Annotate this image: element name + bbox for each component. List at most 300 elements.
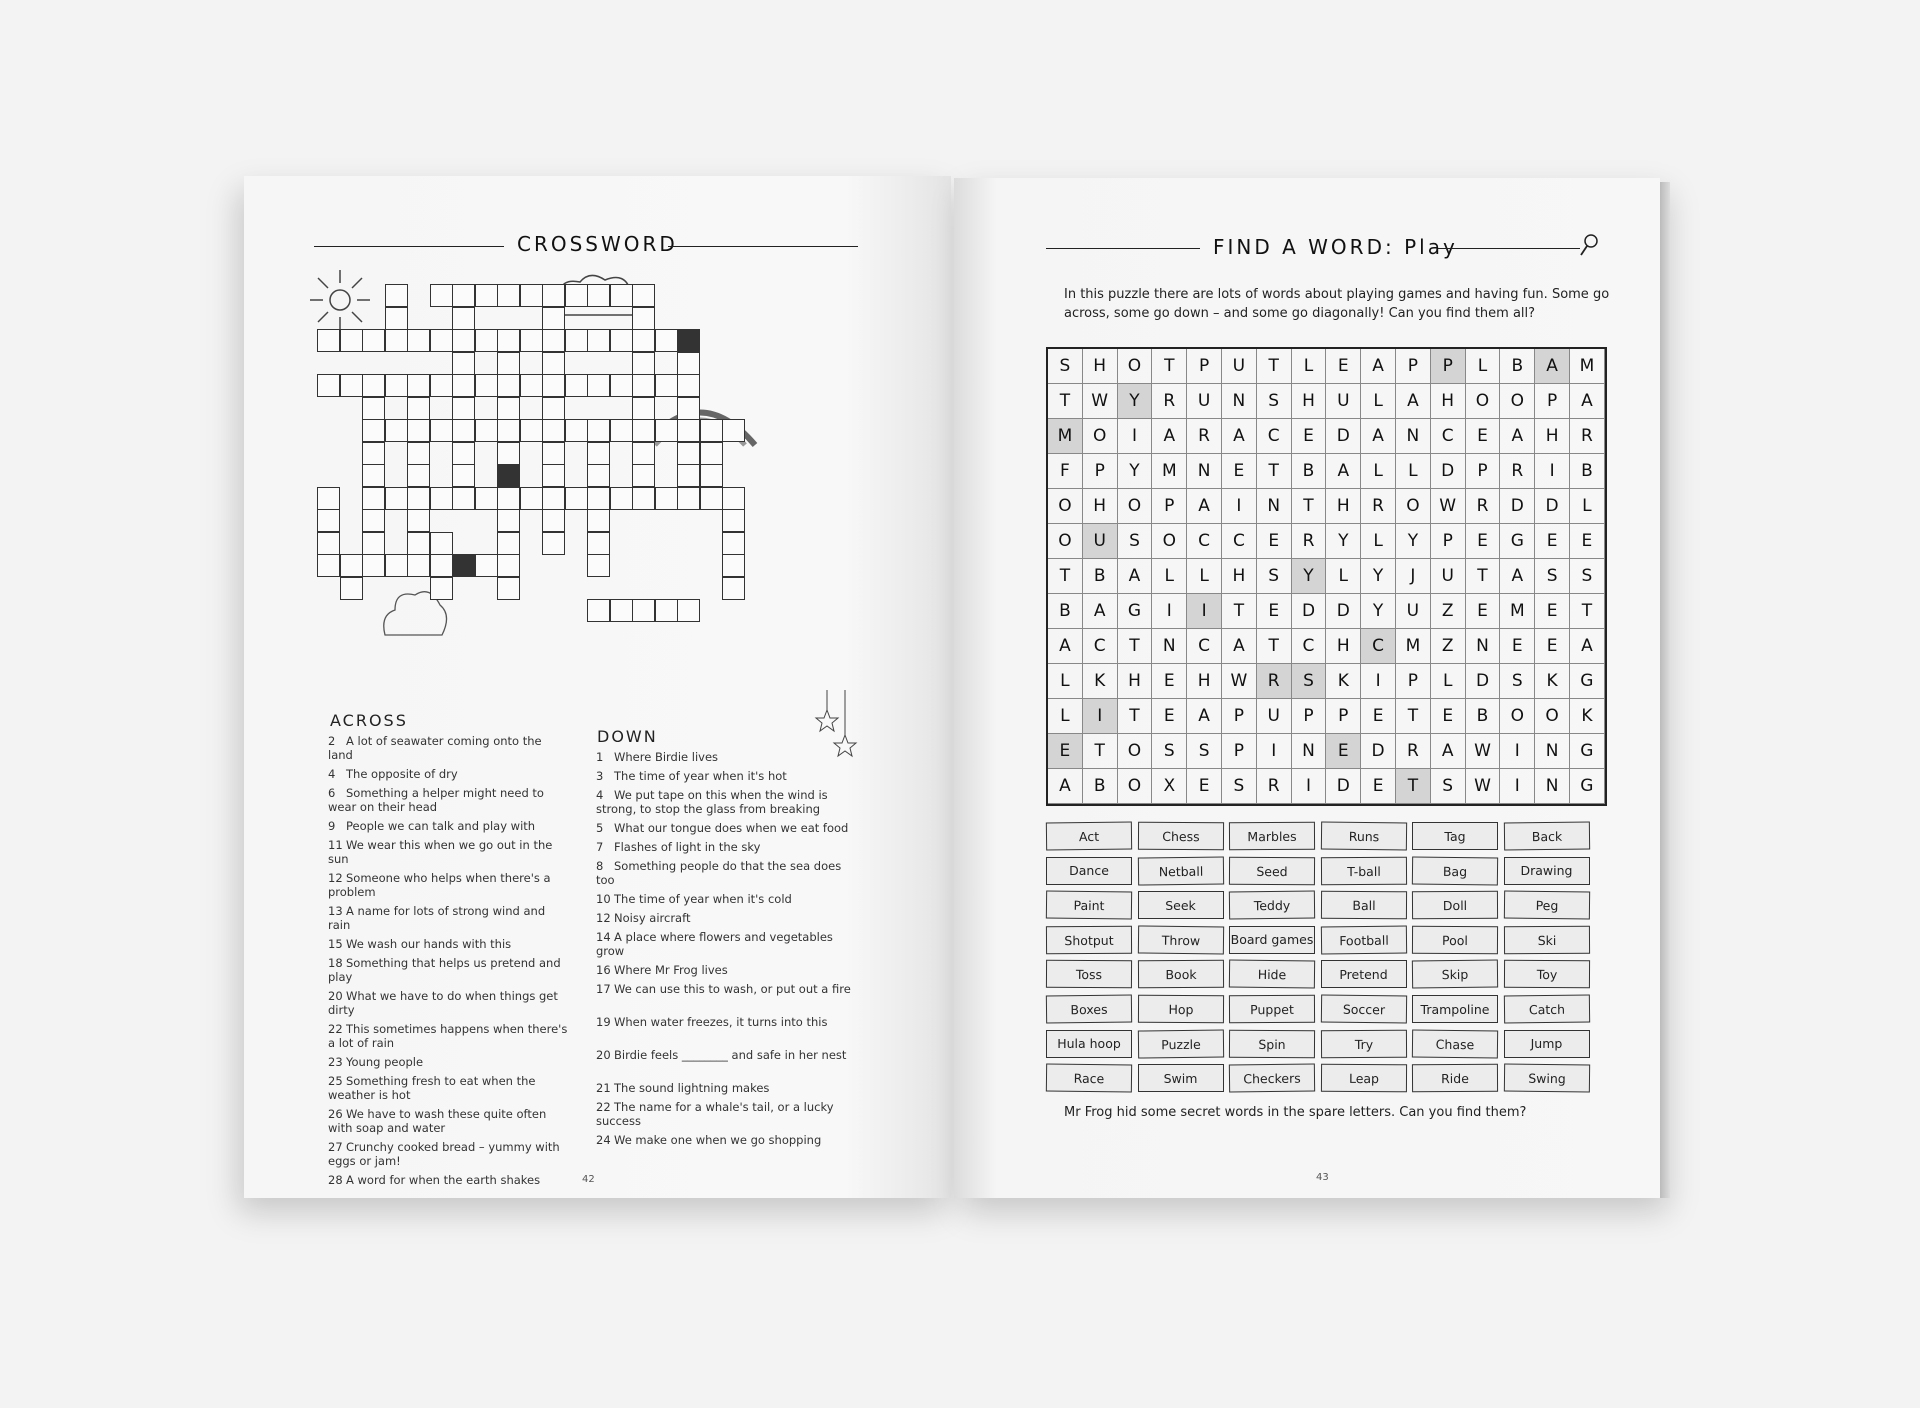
crossword-cell[interactable]: [497, 284, 520, 307]
grid-letter[interactable]: E: [1292, 419, 1327, 454]
crossword-cell[interactable]: [362, 464, 385, 487]
grid-letter[interactable]: A: [1152, 419, 1187, 454]
grid-letter[interactable]: R: [1396, 734, 1431, 769]
grid-letter[interactable]: S: [1187, 734, 1222, 769]
grid-letter[interactable]: E: [1222, 454, 1257, 489]
grid-letter[interactable]: S: [1431, 769, 1466, 804]
crossword-cell[interactable]: [722, 487, 745, 510]
crossword-cell[interactable]: [520, 419, 543, 442]
crossword-cell[interactable]: [700, 464, 723, 487]
grid-letter[interactable]: E: [1361, 769, 1396, 804]
crossword-cell[interactable]: [407, 419, 430, 442]
grid-letter[interactable]: N: [1152, 629, 1187, 664]
grid-letter[interactable]: T: [1292, 489, 1327, 524]
grid-letter[interactable]: O: [1500, 699, 1535, 734]
grid-letter[interactable]: Y: [1118, 384, 1153, 419]
crossword-cell[interactable]: [700, 442, 723, 465]
grid-letter[interactable]: A: [1187, 699, 1222, 734]
grid-letter[interactable]: A: [1222, 419, 1257, 454]
crossword-cell[interactable]: [407, 464, 430, 487]
grid-letter[interactable]: N: [1535, 769, 1570, 804]
grid-letter[interactable]: O: [1466, 384, 1501, 419]
crossword-cell[interactable]: [317, 487, 340, 510]
grid-letter[interactable]: B: [1083, 769, 1118, 804]
crossword-cell[interactable]: [475, 419, 498, 442]
crossword-cell[interactable]: [587, 509, 610, 532]
grid-letter[interactable]: E: [1326, 734, 1361, 769]
grid-letter[interactable]: C: [1083, 629, 1118, 664]
grid-letter[interactable]: M: [1152, 454, 1187, 489]
crossword-cell[interactable]: [542, 397, 565, 420]
crossword-cell[interactable]: [587, 464, 610, 487]
crossword-cell[interactable]: [632, 374, 655, 397]
grid-letter[interactable]: T: [1083, 734, 1118, 769]
grid-letter[interactable]: D: [1500, 489, 1535, 524]
grid-letter[interactable]: K: [1535, 664, 1570, 699]
crossword-cell[interactable]: [677, 419, 700, 442]
grid-letter[interactable]: U: [1431, 559, 1466, 594]
crossword-cell[interactable]: [497, 374, 520, 397]
grid-letter[interactable]: P: [1431, 349, 1466, 384]
grid-letter[interactable]: O: [1118, 349, 1153, 384]
grid-letter[interactable]: S: [1500, 664, 1535, 699]
grid-letter[interactable]: A: [1326, 454, 1361, 489]
crossword-cell[interactable]: [497, 419, 520, 442]
crossword-cell[interactable]: [677, 329, 700, 352]
grid-letter[interactable]: A: [1187, 489, 1222, 524]
grid-letter[interactable]: Y: [1361, 594, 1396, 629]
grid-letter[interactable]: Y: [1396, 524, 1431, 559]
grid-letter[interactable]: W: [1083, 384, 1118, 419]
crossword-cell[interactable]: [452, 464, 475, 487]
crossword-cell[interactable]: [632, 307, 655, 330]
grid-letter[interactable]: H: [1118, 664, 1153, 699]
grid-letter[interactable]: U: [1222, 349, 1257, 384]
grid-letter[interactable]: T: [1048, 384, 1083, 419]
grid-letter[interactable]: I: [1361, 664, 1396, 699]
grid-letter[interactable]: H: [1326, 629, 1361, 664]
crossword-cell[interactable]: [565, 419, 588, 442]
grid-letter[interactable]: P: [1396, 664, 1431, 699]
crossword-cell[interactable]: [362, 397, 385, 420]
grid-letter[interactable]: P: [1083, 454, 1118, 489]
grid-letter[interactable]: E: [1187, 769, 1222, 804]
grid-letter[interactable]: K: [1326, 664, 1361, 699]
crossword-cell[interactable]: [362, 487, 385, 510]
crossword-cell[interactable]: [677, 352, 700, 375]
crossword-cell[interactable]: [542, 419, 565, 442]
grid-letter[interactable]: H: [1083, 489, 1118, 524]
grid-letter[interactable]: E: [1500, 629, 1535, 664]
grid-letter[interactable]: R: [1152, 384, 1187, 419]
grid-letter[interactable]: L: [1292, 349, 1327, 384]
crossword-cell[interactable]: [362, 374, 385, 397]
crossword-cell[interactable]: [340, 554, 363, 577]
grid-letter[interactable]: N: [1187, 454, 1222, 489]
grid-letter[interactable]: N: [1466, 629, 1501, 664]
grid-letter[interactable]: U: [1257, 699, 1292, 734]
crossword-cell[interactable]: [407, 442, 430, 465]
grid-letter[interactable]: L: [1048, 664, 1083, 699]
grid-letter[interactable]: E: [1152, 699, 1187, 734]
grid-letter[interactable]: I: [1292, 769, 1327, 804]
grid-letter[interactable]: H: [1535, 419, 1570, 454]
grid-letter[interactable]: H: [1292, 384, 1327, 419]
crossword-cell[interactable]: [565, 284, 588, 307]
crossword-cell[interactable]: [497, 442, 520, 465]
grid-letter[interactable]: K: [1570, 699, 1605, 734]
grid-letter[interactable]: D: [1326, 419, 1361, 454]
grid-letter[interactable]: L: [1361, 524, 1396, 559]
grid-letter[interactable]: S: [1257, 559, 1292, 594]
grid-letter[interactable]: E: [1535, 524, 1570, 559]
grid-letter[interactable]: S: [1048, 349, 1083, 384]
crossword-cell[interactable]: [452, 397, 475, 420]
grid-letter[interactable]: L: [1326, 559, 1361, 594]
crossword-cell[interactable]: [452, 419, 475, 442]
grid-letter[interactable]: A: [1570, 384, 1605, 419]
crossword-cell[interactable]: [452, 554, 475, 577]
grid-letter[interactable]: H: [1187, 664, 1222, 699]
grid-letter[interactable]: R: [1187, 419, 1222, 454]
crossword-cell[interactable]: [655, 599, 678, 622]
grid-letter[interactable]: R: [1361, 489, 1396, 524]
crossword-cell[interactable]: [542, 532, 565, 555]
crossword-cell[interactable]: [385, 374, 408, 397]
grid-letter[interactable]: I: [1083, 699, 1118, 734]
grid-letter[interactable]: W: [1466, 734, 1501, 769]
grid-letter[interactable]: R: [1570, 419, 1605, 454]
grid-letter[interactable]: R: [1257, 664, 1292, 699]
grid-letter[interactable]: C: [1187, 524, 1222, 559]
crossword-cell[interactable]: [610, 419, 633, 442]
grid-letter[interactable]: Y: [1326, 524, 1361, 559]
grid-letter[interactable]: H: [1326, 489, 1361, 524]
crossword-cell[interactable]: [430, 419, 453, 442]
grid-letter[interactable]: E: [1257, 524, 1292, 559]
grid-letter[interactable]: P: [1466, 454, 1501, 489]
crossword-cell[interactable]: [385, 284, 408, 307]
grid-letter[interactable]: I: [1257, 734, 1292, 769]
crossword-cell[interactable]: [475, 284, 498, 307]
grid-letter[interactable]: N: [1535, 734, 1570, 769]
crossword-cell[interactable]: [362, 419, 385, 442]
grid-letter[interactable]: O: [1118, 769, 1153, 804]
crossword-cell[interactable]: [407, 329, 430, 352]
crossword-cell[interactable]: [497, 532, 520, 555]
grid-letter[interactable]: M: [1570, 349, 1605, 384]
grid-letter[interactable]: L: [1361, 384, 1396, 419]
grid-letter[interactable]: O: [1152, 524, 1187, 559]
grid-letter[interactable]: L: [1570, 489, 1605, 524]
grid-letter[interactable]: M: [1500, 594, 1535, 629]
grid-letter[interactable]: H: [1083, 349, 1118, 384]
grid-letter[interactable]: A: [1118, 559, 1153, 594]
crossword-cell[interactable]: [317, 374, 340, 397]
grid-letter[interactable]: Y: [1361, 559, 1396, 594]
crossword-cell[interactable]: [317, 554, 340, 577]
crossword-cell[interactable]: [362, 442, 385, 465]
crossword-cell[interactable]: [452, 284, 475, 307]
grid-letter[interactable]: D: [1535, 489, 1570, 524]
grid-letter[interactable]: Z: [1431, 629, 1466, 664]
grid-letter[interactable]: U: [1187, 384, 1222, 419]
crossword-cell[interactable]: [385, 554, 408, 577]
grid-letter[interactable]: B: [1292, 454, 1327, 489]
grid-letter[interactable]: C: [1187, 629, 1222, 664]
crossword-cell[interactable]: [475, 374, 498, 397]
grid-letter[interactable]: T: [1570, 594, 1605, 629]
grid-letter[interactable]: A: [1361, 349, 1396, 384]
grid-letter[interactable]: A: [1222, 629, 1257, 664]
grid-letter[interactable]: A: [1361, 419, 1396, 454]
crossword-cell[interactable]: [565, 329, 588, 352]
crossword-cell[interactable]: [340, 577, 363, 600]
grid-letter[interactable]: U: [1083, 524, 1118, 559]
crossword-cell[interactable]: [677, 397, 700, 420]
crossword-cell[interactable]: [407, 397, 430, 420]
crossword-cell[interactable]: [632, 329, 655, 352]
grid-letter[interactable]: Y: [1118, 454, 1153, 489]
crossword-cell[interactable]: [610, 599, 633, 622]
crossword-cell[interactable]: [362, 329, 385, 352]
crossword-cell[interactable]: [587, 599, 610, 622]
crossword-cell[interactable]: [587, 487, 610, 510]
grid-letter[interactable]: C: [1257, 419, 1292, 454]
crossword-cell[interactable]: [452, 487, 475, 510]
crossword-cell[interactable]: [542, 464, 565, 487]
grid-letter[interactable]: G: [1570, 734, 1605, 769]
grid-letter[interactable]: A: [1048, 769, 1083, 804]
grid-letter[interactable]: E: [1570, 524, 1605, 559]
grid-letter[interactable]: G: [1570, 769, 1605, 804]
crossword-cell[interactable]: [542, 509, 565, 532]
crossword-cell[interactable]: [542, 329, 565, 352]
crossword-cell[interactable]: [340, 329, 363, 352]
grid-letter[interactable]: A: [1500, 559, 1535, 594]
grid-letter[interactable]: I: [1500, 769, 1535, 804]
crossword-cell[interactable]: [677, 487, 700, 510]
crossword-cell[interactable]: [497, 554, 520, 577]
crossword-cell[interactable]: [430, 487, 453, 510]
grid-letter[interactable]: L: [1396, 454, 1431, 489]
crossword-cell[interactable]: [340, 374, 363, 397]
crossword-cell[interactable]: [430, 329, 453, 352]
grid-letter[interactable]: K: [1083, 664, 1118, 699]
grid-letter[interactable]: C: [1222, 524, 1257, 559]
crossword-cell[interactable]: [632, 487, 655, 510]
grid-letter[interactable]: I: [1222, 489, 1257, 524]
grid-letter[interactable]: N: [1222, 384, 1257, 419]
grid-letter[interactable]: D: [1431, 454, 1466, 489]
crossword-cell[interactable]: [677, 464, 700, 487]
crossword-cell[interactable]: [587, 329, 610, 352]
crossword-cell[interactable]: [362, 509, 385, 532]
crossword-cell[interactable]: [677, 599, 700, 622]
crossword-cell[interactable]: [317, 329, 340, 352]
crossword-cell[interactable]: [520, 374, 543, 397]
crossword-cell[interactable]: [610, 284, 633, 307]
crossword-cell[interactable]: [722, 532, 745, 555]
grid-letter[interactable]: A: [1396, 384, 1431, 419]
grid-letter[interactable]: L: [1187, 559, 1222, 594]
crossword-cell[interactable]: [497, 509, 520, 532]
crossword-cell[interactable]: [385, 419, 408, 442]
grid-letter[interactable]: P: [1396, 349, 1431, 384]
grid-letter[interactable]: B: [1570, 454, 1605, 489]
grid-letter[interactable]: E: [1535, 629, 1570, 664]
crossword-cell[interactable]: [520, 487, 543, 510]
grid-letter[interactable]: A: [1431, 734, 1466, 769]
grid-letter[interactable]: E: [1466, 594, 1501, 629]
crossword-cell[interactable]: [452, 352, 475, 375]
grid-letter[interactable]: J: [1396, 559, 1431, 594]
grid-letter[interactable]: A: [1570, 629, 1605, 664]
crossword-cell[interactable]: [565, 374, 588, 397]
grid-letter[interactable]: N: [1292, 734, 1327, 769]
grid-letter[interactable]: D: [1361, 734, 1396, 769]
crossword-cell[interactable]: [587, 554, 610, 577]
grid-letter[interactable]: O: [1083, 419, 1118, 454]
crossword-cell[interactable]: [452, 442, 475, 465]
grid-letter[interactable]: L: [1152, 559, 1187, 594]
crossword-cell[interactable]: [632, 464, 655, 487]
crossword-cell[interactable]: [722, 509, 745, 532]
crossword-cell[interactable]: [407, 554, 430, 577]
grid-letter[interactable]: L: [1048, 699, 1083, 734]
grid-letter[interactable]: E: [1326, 349, 1361, 384]
crossword-cell[interactable]: [587, 284, 610, 307]
crossword-cell[interactable]: [497, 397, 520, 420]
crossword-cell[interactable]: [452, 307, 475, 330]
crossword-cell[interactable]: [452, 329, 475, 352]
grid-letter[interactable]: P: [1187, 349, 1222, 384]
grid-letter[interactable]: I: [1500, 734, 1535, 769]
crossword-cell[interactable]: [655, 487, 678, 510]
grid-letter[interactable]: R: [1466, 489, 1501, 524]
crossword-cell[interactable]: [497, 487, 520, 510]
grid-letter[interactable]: C: [1292, 629, 1327, 664]
grid-letter[interactable]: A: [1083, 594, 1118, 629]
crossword-cell[interactable]: [317, 532, 340, 555]
crossword-cell[interactable]: [632, 419, 655, 442]
grid-letter[interactable]: P: [1431, 524, 1466, 559]
grid-letter[interactable]: R: [1292, 524, 1327, 559]
crossword-cell[interactable]: [587, 374, 610, 397]
crossword-cell[interactable]: [722, 419, 745, 442]
grid-letter[interactable]: T: [1152, 349, 1187, 384]
grid-letter[interactable]: N: [1396, 419, 1431, 454]
grid-letter[interactable]: T: [1396, 699, 1431, 734]
crossword-cell[interactable]: [565, 487, 588, 510]
crossword-cell[interactable]: [587, 419, 610, 442]
grid-letter[interactable]: L: [1431, 664, 1466, 699]
grid-letter[interactable]: R: [1500, 454, 1535, 489]
grid-letter[interactable]: I: [1535, 454, 1570, 489]
crossword-cell[interactable]: [655, 419, 678, 442]
crossword-cell[interactable]: [407, 532, 430, 555]
crossword-cell[interactable]: [632, 599, 655, 622]
grid-letter[interactable]: T: [1257, 454, 1292, 489]
crossword-cell[interactable]: [542, 374, 565, 397]
crossword-cell[interactable]: [700, 487, 723, 510]
grid-letter[interactable]: S: [1292, 664, 1327, 699]
grid-letter[interactable]: S: [1570, 559, 1605, 594]
grid-letter[interactable]: L: [1466, 349, 1501, 384]
crossword-cell[interactable]: [610, 487, 633, 510]
grid-letter[interactable]: H: [1222, 559, 1257, 594]
grid-letter[interactable]: O: [1118, 489, 1153, 524]
grid-letter[interactable]: E: [1048, 734, 1083, 769]
grid-letter[interactable]: O: [1500, 384, 1535, 419]
grid-letter[interactable]: A: [1535, 349, 1570, 384]
grid-letter[interactable]: P: [1222, 699, 1257, 734]
grid-letter[interactable]: Z: [1431, 594, 1466, 629]
grid-letter[interactable]: O: [1396, 489, 1431, 524]
grid-letter[interactable]: W: [1222, 664, 1257, 699]
grid-letter[interactable]: M: [1048, 419, 1083, 454]
grid-letter[interactable]: D: [1292, 594, 1327, 629]
grid-letter[interactable]: L: [1361, 454, 1396, 489]
grid-letter[interactable]: E: [1152, 664, 1187, 699]
crossword-cell[interactable]: [520, 284, 543, 307]
grid-letter[interactable]: P: [1292, 699, 1327, 734]
grid-letter[interactable]: E: [1466, 524, 1501, 559]
grid-letter[interactable]: F: [1048, 454, 1083, 489]
grid-letter[interactable]: T: [1222, 594, 1257, 629]
crossword-cell[interactable]: [610, 374, 633, 397]
crossword-cell[interactable]: [677, 442, 700, 465]
grid-letter[interactable]: B: [1083, 559, 1118, 594]
crossword-cell[interactable]: [407, 374, 430, 397]
grid-letter[interactable]: P: [1222, 734, 1257, 769]
crossword-cell[interactable]: [452, 374, 475, 397]
grid-letter[interactable]: R: [1257, 769, 1292, 804]
crossword-cell[interactable]: [497, 352, 520, 375]
grid-letter[interactable]: E: [1257, 594, 1292, 629]
crossword-cell[interactable]: [430, 554, 453, 577]
crossword-cell[interactable]: [542, 307, 565, 330]
crossword-cell[interactable]: [542, 442, 565, 465]
grid-letter[interactable]: E: [1466, 419, 1501, 454]
grid-letter[interactable]: P: [1152, 489, 1187, 524]
crossword-cell[interactable]: [497, 464, 520, 487]
grid-letter[interactable]: W: [1466, 769, 1501, 804]
grid-letter[interactable]: D: [1326, 594, 1361, 629]
grid-letter[interactable]: G: [1570, 664, 1605, 699]
grid-letter[interactable]: T: [1257, 629, 1292, 664]
crossword-cell[interactable]: [407, 509, 430, 532]
grid-letter[interactable]: W: [1431, 489, 1466, 524]
grid-letter[interactable]: O: [1048, 524, 1083, 559]
grid-letter[interactable]: E: [1535, 594, 1570, 629]
grid-letter[interactable]: M: [1396, 629, 1431, 664]
crossword-cell[interactable]: [700, 419, 723, 442]
grid-letter[interactable]: D: [1466, 664, 1501, 699]
grid-letter[interactable]: B: [1500, 349, 1535, 384]
crossword-cell[interactable]: [407, 487, 430, 510]
grid-letter[interactable]: S: [1535, 559, 1570, 594]
grid-letter[interactable]: T: [1118, 629, 1153, 664]
crossword-cell[interactable]: [385, 329, 408, 352]
crossword-cell[interactable]: [610, 329, 633, 352]
crossword-cell[interactable]: [430, 284, 453, 307]
crossword-cell[interactable]: [587, 532, 610, 555]
grid-letter[interactable]: O: [1048, 489, 1083, 524]
grid-letter[interactable]: B: [1466, 699, 1501, 734]
grid-letter[interactable]: P: [1535, 384, 1570, 419]
crossword-cell[interactable]: [475, 329, 498, 352]
